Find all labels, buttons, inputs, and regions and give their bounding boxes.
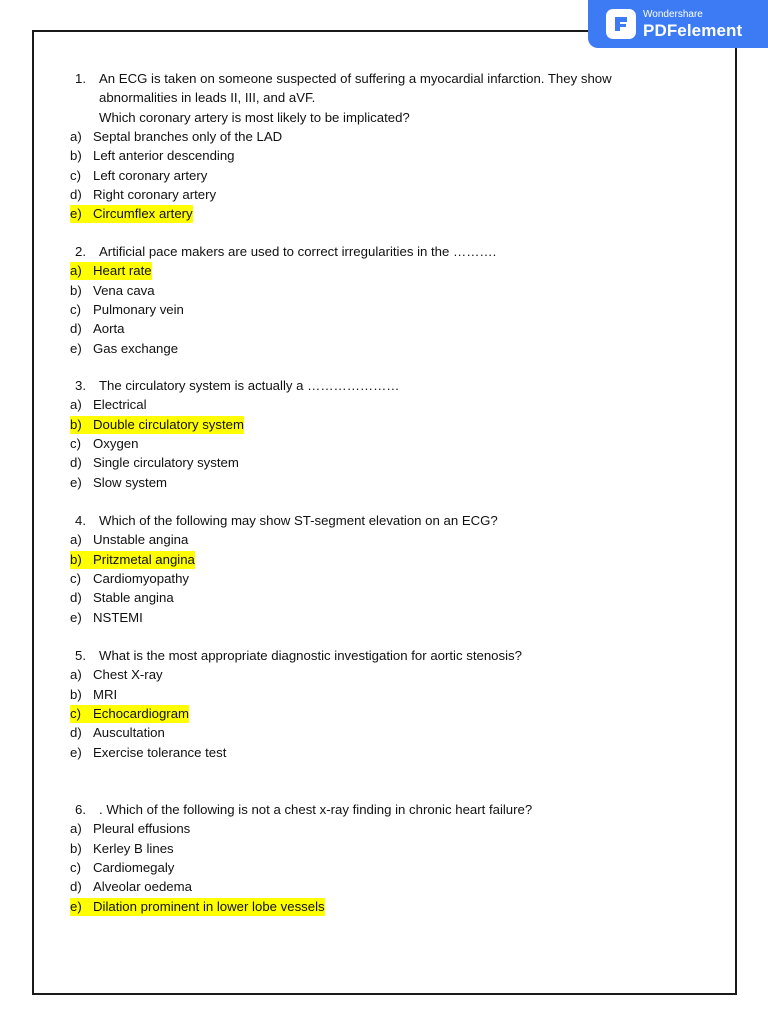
option-letter: e) [70, 898, 82, 914]
question-number: 2. [75, 244, 86, 259]
option-text: Gas exchange [93, 340, 179, 356]
option-text: Dilation prominent in lower lobe vessels [93, 898, 325, 914]
option-letter: d) [70, 321, 82, 337]
option-text: Right coronary artery [93, 186, 217, 202]
question-number: 5. [75, 648, 86, 663]
option-text: Exercise tolerance test [93, 744, 227, 760]
option-letter: b) [70, 148, 82, 164]
option-text: MRI [93, 686, 118, 702]
option-letter: e) [70, 474, 82, 490]
answer-option [70, 744, 226, 762]
answer-option [70, 531, 188, 549]
answer-option [70, 282, 155, 300]
question-text: Which coronary artery is most likely to be implicated? [99, 109, 410, 125]
question-text: abnormalities in leads II, III, and aVF. [99, 90, 316, 106]
option-letter: c) [70, 167, 81, 183]
option-letter: a) [70, 821, 82, 837]
option-letter: b) [70, 686, 82, 702]
answer-option [70, 454, 239, 472]
option-letter: e) [70, 609, 82, 625]
answer-option [70, 840, 174, 858]
question-text: An ECG is taken on someone suspected of suffering a myocardial infarction. They show [99, 71, 612, 86]
option-text: Slow system [93, 474, 168, 490]
option-text: Cardiomyopathy [93, 570, 190, 586]
badge-brand: Wondershare [643, 8, 703, 20]
option-text: Oxygen [93, 435, 139, 451]
answer-option [70, 609, 143, 627]
option-text: Kerley B lines [93, 840, 174, 856]
answer-option [70, 724, 165, 742]
option-text: Auscultation [93, 725, 165, 741]
question-text: What is the most appropriate diagnostic investigation for aortic stenosis? [99, 648, 522, 663]
option-letter: c) [70, 705, 81, 721]
option-text: Double circulatory system [93, 416, 244, 432]
answer-option [70, 320, 125, 338]
badge-product: PDFelement [643, 20, 743, 40]
answer-option-correct [70, 551, 195, 569]
option-text: NSTEMI [93, 609, 143, 625]
option-letter: b) [70, 551, 82, 567]
option-letter: d) [70, 590, 82, 606]
answer-option-correct [70, 705, 189, 723]
pdfelement-logo-icon [606, 9, 636, 39]
option-letter: e) [70, 744, 82, 760]
answer-option-correct [70, 898, 325, 916]
option-letter: a) [70, 667, 82, 683]
option-letter: c) [70, 859, 81, 875]
pdfelement-badge[interactable] [588, 0, 768, 48]
answer-option [70, 147, 235, 165]
answer-option [70, 589, 174, 607]
option-text: Circumflex artery [93, 206, 193, 222]
answer-option [70, 340, 178, 358]
option-letter: b) [70, 840, 82, 856]
answer-option [70, 396, 147, 414]
option-letter: c) [70, 435, 81, 451]
answer-option [70, 820, 190, 838]
option-letter: a) [70, 397, 82, 413]
answer-option [70, 435, 138, 453]
option-text: Septal branches only of the LAD [93, 128, 283, 144]
option-text: Heart rate [93, 263, 152, 279]
question-number: 6. [75, 802, 86, 817]
option-text: Pritzmetal angina [93, 551, 195, 567]
option-text: Echocardiogram [93, 705, 190, 721]
option-letter: d) [70, 455, 82, 471]
option-text: Pulmonary vein [93, 301, 184, 317]
answer-option [70, 686, 117, 704]
answer-option [70, 186, 216, 204]
option-letter: e) [70, 206, 82, 222]
answer-option [70, 301, 184, 319]
answer-option [70, 167, 207, 185]
question-text: Artificial pace makers are used to correct irregularities in the ………. [99, 244, 497, 259]
answer-option [70, 474, 167, 492]
option-letter: a) [70, 128, 82, 144]
option-text: Alveolar oedema [93, 879, 192, 895]
option-text: Left anterior descending [93, 148, 235, 164]
answer-option [70, 570, 189, 588]
option-letter: b) [70, 416, 82, 432]
answer-option-correct [70, 262, 152, 280]
option-text: Left coronary artery [93, 167, 208, 183]
option-text: Aorta [93, 321, 125, 337]
answer-option-correct [70, 205, 193, 223]
option-text: Pleural effusions [93, 821, 191, 837]
option-text: Unstable angina [93, 532, 189, 548]
answer-option [70, 666, 163, 684]
option-letter: d) [70, 186, 82, 202]
question-text: Which of the following may show ST-segment elevation on an ECG? [99, 513, 498, 528]
option-text: Cardiomegaly [93, 859, 175, 875]
option-letter: a) [70, 532, 82, 548]
option-letter: c) [70, 570, 81, 586]
option-letter: d) [70, 879, 82, 895]
option-letter: c) [70, 301, 81, 317]
question-number: 1. [75, 71, 86, 86]
option-letter: b) [70, 282, 82, 298]
question-number: 3. [75, 378, 86, 393]
option-letter: e) [70, 340, 82, 356]
question-text: . Which of the following is not a chest x-ray finding in chronic heart failure? [99, 802, 533, 817]
answer-option-correct [70, 416, 244, 434]
answer-option [70, 878, 192, 896]
question-text: The circulatory system is actually a ………………… [99, 378, 400, 393]
option-text: Stable angina [93, 590, 174, 606]
option-letter: d) [70, 725, 82, 741]
answer-option [70, 128, 282, 146]
answer-option [70, 859, 174, 877]
option-text: Single circulatory system [93, 455, 239, 471]
option-text: Chest X-ray [93, 667, 163, 683]
option-text: Vena cava [93, 282, 155, 298]
option-text: Electrical [93, 397, 147, 413]
option-letter: a) [70, 263, 82, 279]
question-number: 4. [75, 513, 86, 528]
